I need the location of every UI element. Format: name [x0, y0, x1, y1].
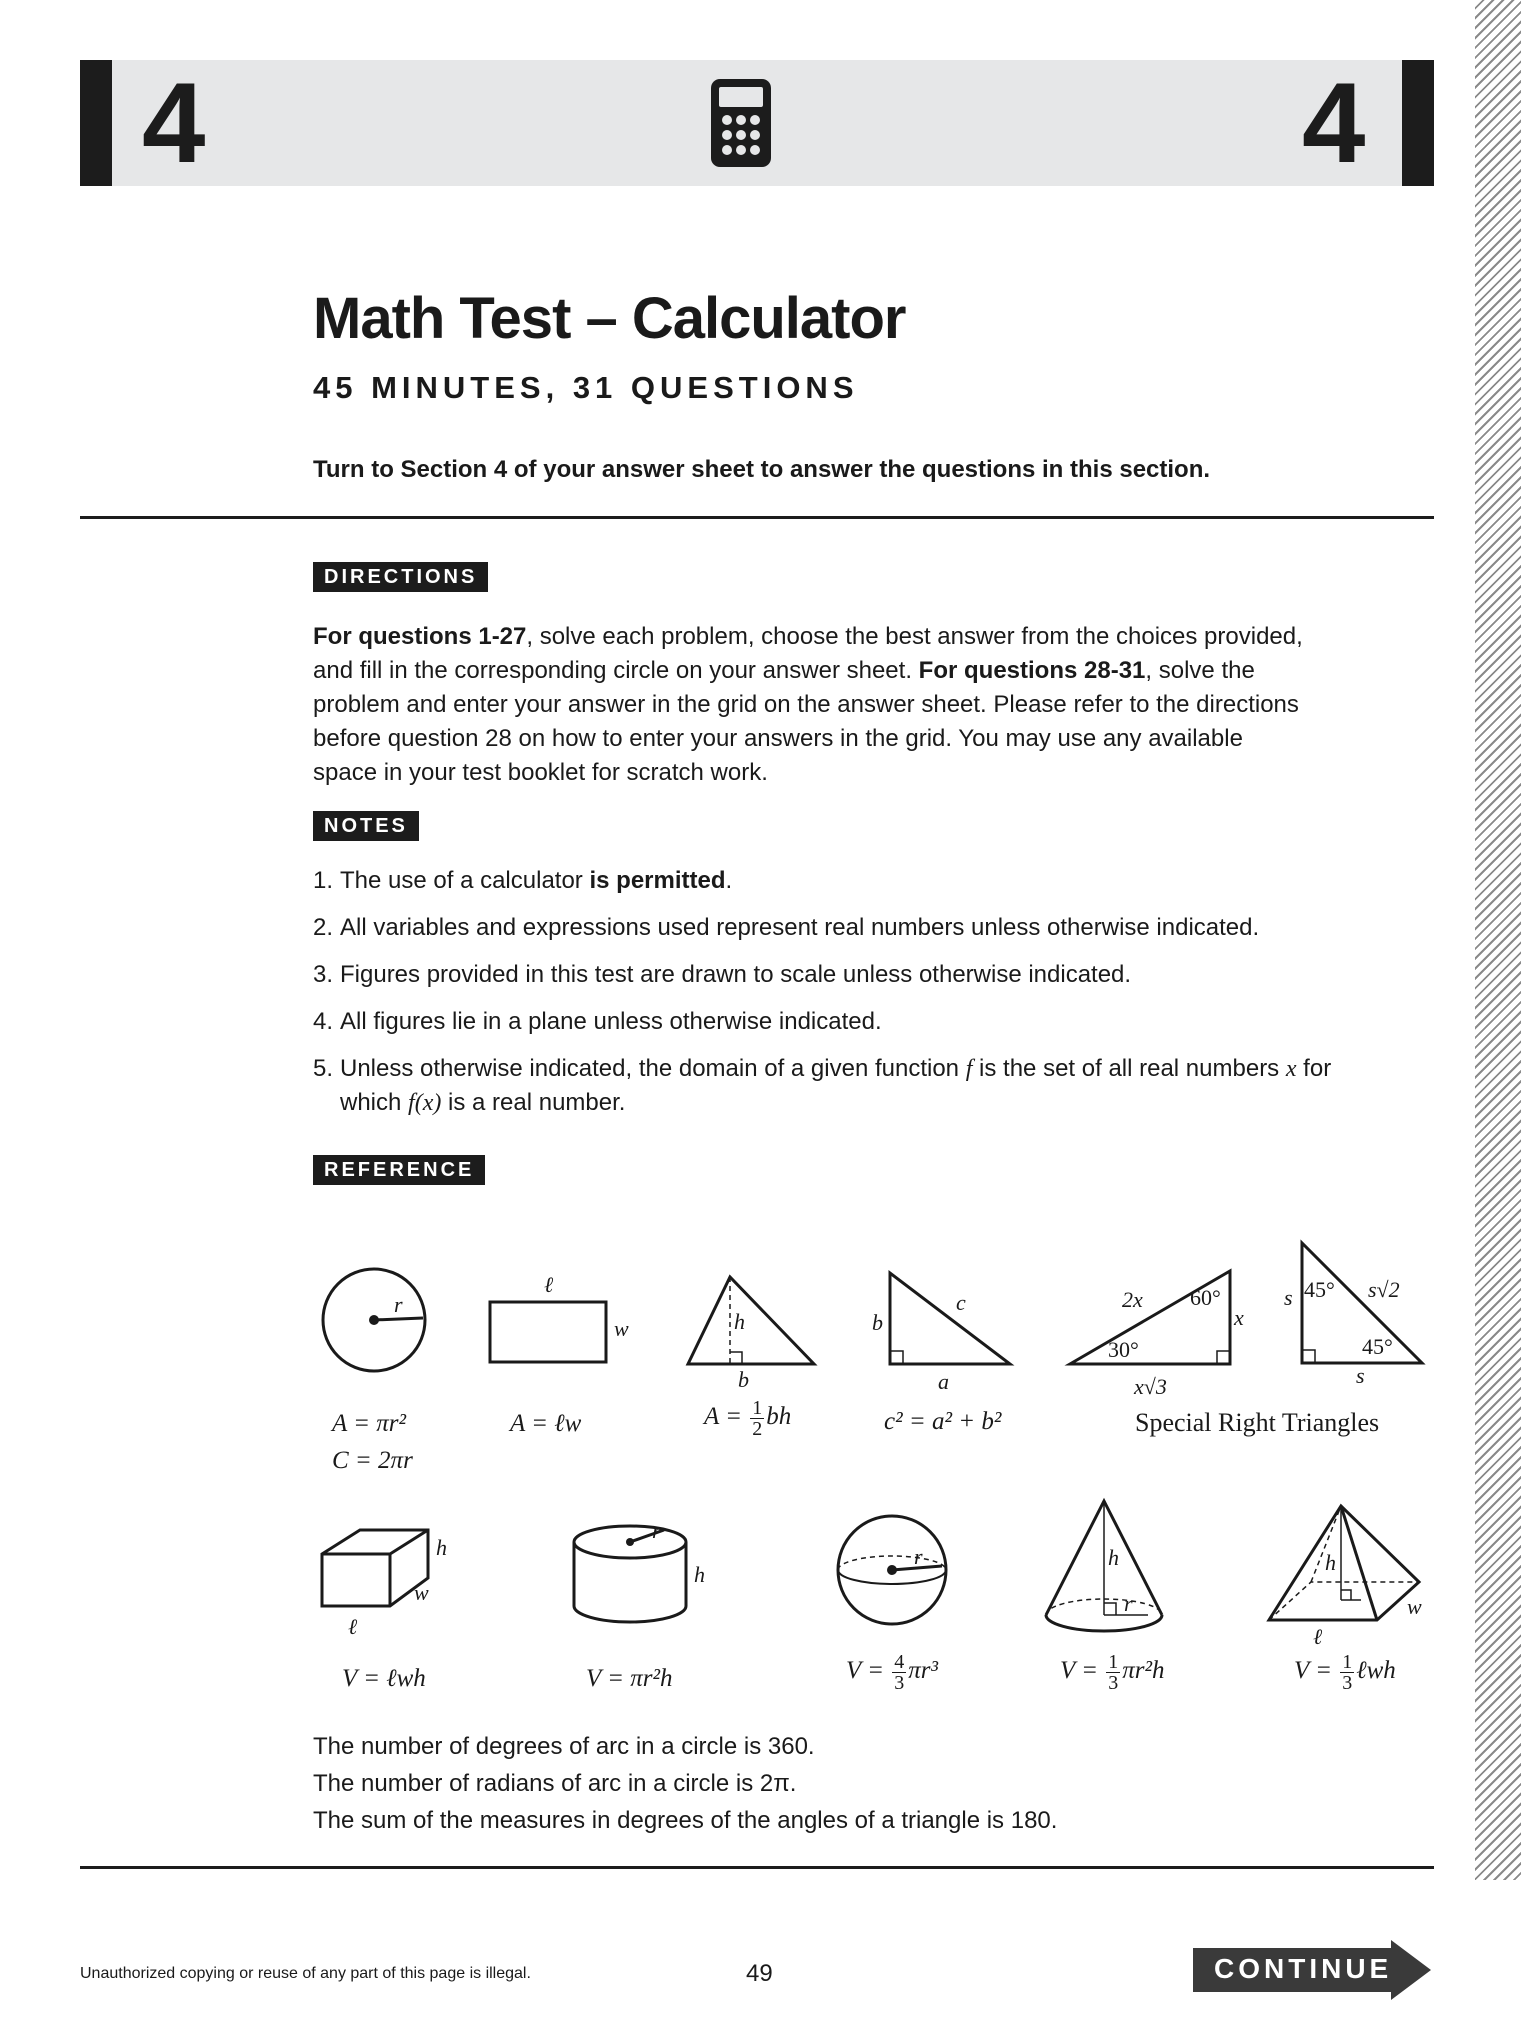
cone-volume-formula: V = $\frac{1}{3}$ πr²h: [1060, 1651, 1165, 1694]
reference-tag: REFERENCE: [313, 1155, 485, 1185]
fact-line: The number of degrees of arc in a circle is 360.: [313, 1733, 815, 1760]
30-60-90-triangle: [1060, 1265, 1260, 1399]
svg-text:b: b: [872, 1310, 883, 1335]
svg-text:s: s: [1356, 1363, 1365, 1388]
notes-tag: NOTES: [313, 811, 419, 841]
sphere-volume-formula: V = $\frac{4}{3}$ πr³: [846, 1651, 938, 1694]
svg-text:60°: 60°: [1190, 1285, 1221, 1310]
circle-figure: [310, 1260, 430, 1380]
svg-text:w: w: [414, 1580, 429, 1605]
svg-text:h: h: [694, 1562, 705, 1587]
reference-facts: [313, 1728, 1057, 1839]
cone-figure: [1040, 1495, 1170, 1645]
svg-text:r: r: [394, 1292, 403, 1317]
cylinder-volume-formula: V = πr²h: [586, 1665, 673, 1692]
box-figure: [310, 1510, 480, 1640]
svg-text:w: w: [1407, 1594, 1422, 1619]
circle-area-formula: A = πr²: [332, 1410, 406, 1437]
45-45-90-triangle: [1280, 1235, 1440, 1395]
svg-text:s√2: s√2: [1368, 1277, 1400, 1302]
svg-text:2x: 2x: [1122, 1287, 1143, 1312]
page-title: Math Test – Calculator: [313, 286, 906, 351]
divider-top: [80, 516, 1434, 519]
svg-text:s: s: [1284, 1285, 1293, 1310]
pyramid-figure: [1265, 1500, 1435, 1650]
header-bar-right: [1402, 60, 1434, 186]
continue-label: CONTINUE: [1214, 1953, 1393, 1984]
sphere-figure: [830, 1512, 970, 1632]
hatched-margin: [1475, 0, 1521, 1880]
svg-text:x√3: x√3: [1134, 1374, 1167, 1399]
fact-line: The number of radians of arc in a circle is 2π.: [313, 1770, 797, 1797]
svg-text:r: r: [652, 1518, 661, 1543]
instruction-text: Turn to Section 4 of your answer sheet to answer the questions in this section.: [313, 456, 1211, 483]
svg-text:ℓ: ℓ: [348, 1614, 358, 1639]
svg-text:45°: 45°: [1304, 1277, 1335, 1302]
directions-bold-2: For questions 28-31: [918, 657, 1146, 684]
triangle-area-formula: A = $\frac{1}{2}$ bh: [704, 1397, 792, 1440]
directions-text-2: , solve the problem and enter your answer in the grid on the answer sheet. Please refer to the directions before question 28 on how to enter your answers in the grid. You may use any available space in your test booklet for scratch work.: [313, 657, 1299, 786]
directions-tag: DIRECTIONS: [313, 562, 488, 592]
svg-text:c: c: [956, 1290, 966, 1315]
divider-bottom: [80, 1866, 1434, 1869]
svg-text:h: h: [1108, 1545, 1119, 1570]
svg-text:r: r: [1124, 1591, 1133, 1616]
triangle-figure: [680, 1265, 830, 1395]
section-number-left: 4: [142, 60, 206, 187]
special-triangles-caption: Special Right Triangles: [1135, 1408, 1380, 1437]
svg-text:ℓ: ℓ: [1313, 1624, 1323, 1649]
svg-text:w: w: [614, 1316, 629, 1341]
section-number-right: 4: [1302, 60, 1366, 187]
directions-bold-1: For questions 1-27: [313, 623, 527, 650]
svg-text:b: b: [738, 1367, 749, 1392]
note-item: 3. Figures provided in this test are drawn to scale unless otherwise indicated.: [313, 961, 1132, 988]
circle-circumference-formula: C = 2πr: [332, 1447, 413, 1474]
svg-text:45°: 45°: [1362, 1334, 1393, 1359]
svg-text:h: h: [734, 1309, 745, 1334]
directions-text: [313, 620, 1313, 790]
note-item: 4. All figures lie in a plane unless otherwise indicated.: [313, 1008, 882, 1035]
header-bar-left: [80, 60, 112, 186]
svg-text:r: r: [914, 1544, 923, 1569]
cylinder-figure: [560, 1520, 720, 1640]
fact-line: The sum of the measures in degrees of the angles of a triangle is 180.: [313, 1807, 1058, 1834]
page-subtitle: 45 MINUTES, 31 QUESTIONS: [313, 370, 859, 405]
svg-text:ℓ: ℓ: [544, 1272, 554, 1297]
calculator-icon: [710, 78, 772, 168]
box-volume-formula: V = ℓwh: [342, 1665, 426, 1692]
svg-text:a: a: [938, 1369, 949, 1394]
note-item: 1. The use of a calculator is permitted.: [313, 867, 733, 894]
directions-text-1: , solve each problem, choose the best answer from the choices provided, and fill in the corresponding circle on your answer sheet.: [313, 623, 1303, 684]
svg-text:h: h: [436, 1535, 447, 1560]
rectangle-area-formula: A = ℓw: [510, 1410, 582, 1437]
pyramid-volume-formula: V = $\frac{1}{3}$ ℓwh: [1294, 1651, 1396, 1694]
svg-text:x: x: [1234, 1305, 1244, 1330]
copyright-notice: Unauthorized copying or reuse of any part of this page is illegal.: [80, 1965, 531, 1982]
svg-text:h: h: [1325, 1550, 1336, 1575]
pythagorean-formula: c² = a² + b²: [884, 1408, 1002, 1435]
rectangle-figure: [480, 1270, 640, 1370]
svg-text:30°: 30°: [1108, 1337, 1139, 1362]
note-item: 2. All variables and expressions used represent real numbers unless otherwise indicated.: [313, 914, 1260, 941]
page-number: 49: [746, 1960, 773, 1987]
notes-list: [313, 864, 1373, 1133]
note-item: 5. Unless otherwise indicated, the domain of a given function f is the set of all real numbers x for which f(x) is a real number.: [313, 1055, 1332, 1116]
right-triangle-figure: [868, 1265, 1018, 1395]
